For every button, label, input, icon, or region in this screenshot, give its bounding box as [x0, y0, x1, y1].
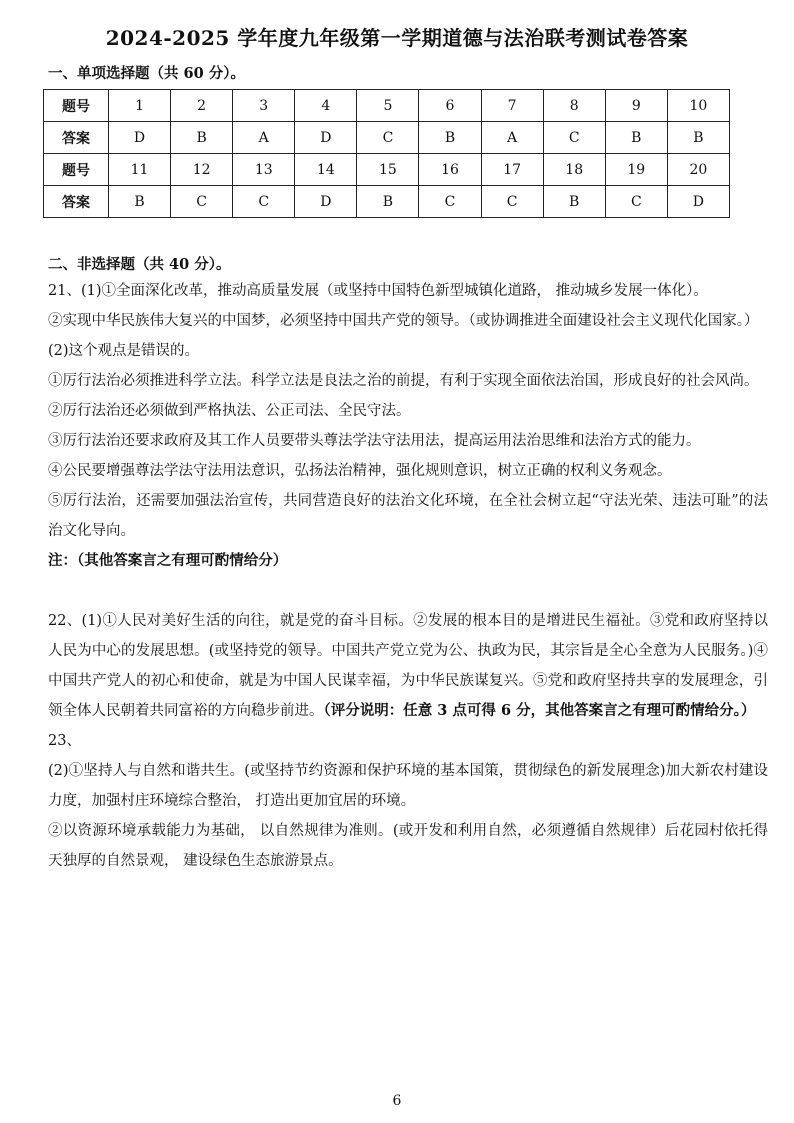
- table-cell: 11: [109, 154, 171, 186]
- section1-heading: 一、单项选择题（共 60 分）。: [48, 65, 246, 82]
- table-cell: B: [419, 122, 481, 154]
- table-cell: B: [605, 122, 667, 154]
- answer-content: [48, 276, 768, 876]
- table-cell: B: [543, 186, 605, 218]
- row-label-answer: 答案: [44, 122, 109, 154]
- table-cell: 5: [357, 90, 419, 122]
- answer-table: [43, 89, 730, 218]
- table-cell: 16: [419, 154, 481, 186]
- q21-part1-point1: 21、(1)①全面深化改革，推动高质量发展（或坚持中国特色新型城镇化道路， 推动城乡发展一体化）。: [48, 283, 708, 299]
- table-cell: C: [357, 122, 419, 154]
- table-cell: C: [481, 186, 543, 218]
- table-cell: 1: [109, 90, 171, 122]
- q23-label: 23、: [48, 733, 81, 749]
- q21-part2-point2: ②厉行法治还必须做到严格执法、公正司法、全民守法。: [48, 403, 411, 419]
- table-cell: D: [109, 122, 171, 154]
- q21-part2-point5: ⑤厉行法治，还需要加强法治宣传，共同营造良好的法治文化环境，在全社会树立起“守法光荣、违法可耻”的法治文化导向。: [48, 493, 768, 539]
- table-row: [44, 90, 730, 122]
- table-cell: 20: [667, 154, 729, 186]
- table-cell: D: [295, 186, 357, 218]
- table-cell: 9: [605, 90, 667, 122]
- q22-text: 22、(1)①人民对美好生活的向往，就是党的奋斗目标。②发展的根本目的是增进民生福祉。③党和政府坚持以人民为中心的发展思想。(或坚持党的领导。中国共产党立党为公、执政为民，其宗旨是全心全意为人民服务。)④中国共产党人的初心和使命，就是为中国人民谋幸福，为中华民族谋复兴。⑤党和政府坚持共享的发展理念，引领全体人民朝着共同富裕的方向稳步前进。: [48, 613, 768, 719]
- table-cell: D: [295, 122, 357, 154]
- table-row: [44, 122, 730, 154]
- table-cell: D: [667, 186, 729, 218]
- table-cell: 12: [171, 154, 233, 186]
- table-cell: 14: [295, 154, 357, 186]
- table-cell: A: [233, 122, 295, 154]
- page-number: 6: [392, 1093, 402, 1109]
- spacer: [48, 576, 768, 606]
- table-cell: B: [357, 186, 419, 218]
- table-cell: 17: [481, 154, 543, 186]
- q23-point1: (2)①坚持人与自然和谐共生。(或坚持节约资源和保护环境的基本国策，贯彻绿色的新发展理念)加大新农村建设力度，加强村庄环境综合整治， 打造出更加宜居的环境。: [48, 763, 768, 809]
- table-cell: B: [109, 186, 171, 218]
- table-cell: 10: [667, 90, 729, 122]
- table-cell: C: [419, 186, 481, 218]
- table-cell: 2: [171, 90, 233, 122]
- q22-answer: [48, 606, 768, 726]
- row-label-answer: 答案: [44, 186, 109, 218]
- table-cell: A: [481, 122, 543, 154]
- table-cell: 7: [481, 90, 543, 122]
- row-label-number: 题号: [44, 154, 109, 186]
- section2-heading: 二、非选择题（共 40 分）。: [48, 256, 231, 273]
- q21-note: 注：（其他答案言之有理可酌情给分）: [48, 552, 288, 569]
- table-cell: 6: [419, 90, 481, 122]
- q21-part2-point4: ④公民要增强尊法学法守法用法意识，弘扬法治精神，强化规则意识，树立正确的权利义务观念。: [48, 463, 672, 479]
- q23-point2: ②以资源环境承载能力为基础， 以自然规律为准则。(或开发和利用自然，必须遵循自然规律）后花园村依托得天独厚的自然景观， 建设绿色生态旅游景点。: [48, 823, 768, 869]
- table-cell: 3: [233, 90, 295, 122]
- table-cell: 15: [357, 154, 419, 186]
- q22-scoring-note: （评分说明：任意 3 点可得 6 分，其他答案言之有理可酌情给分。）: [323, 702, 756, 719]
- table-cell: C: [543, 122, 605, 154]
- table-cell: 13: [233, 154, 295, 186]
- table-cell: 19: [605, 154, 667, 186]
- table-cell: C: [605, 186, 667, 218]
- table-row: [44, 186, 730, 218]
- q21-part2-verdict: (2)这个观点是错误的。: [48, 343, 200, 359]
- table-cell: 4: [295, 90, 357, 122]
- table-cell: 18: [543, 154, 605, 186]
- table-cell: B: [171, 122, 233, 154]
- table-cell: C: [233, 186, 295, 218]
- table-cell: B: [667, 122, 729, 154]
- q21-part1-point2: ②实现中华民族伟大复兴的中国梦，必须坚持中国共产党的领导。（或协调推进全面建设社会主义现代化国家。）: [48, 313, 759, 329]
- table-cell: 8: [543, 90, 605, 122]
- q21-part2-point1: ①厉行法治必须推进科学立法。科学立法是良法之治的前提，有利于实现全面依法治国，形成良好的社会风尚。: [48, 373, 759, 389]
- page-title: 2024-2025 学年度九年级第一学期道德与法治联考测试卷答案: [105, 26, 689, 50]
- q21-part2-point3: ③厉行法治还要求政府及其工作人员要带头尊法学法守法用法，提高运用法治思维和法治方式的能力。: [48, 433, 701, 449]
- table-row: [44, 154, 730, 186]
- table-cell: C: [171, 186, 233, 218]
- row-label-number: 题号: [44, 90, 109, 122]
